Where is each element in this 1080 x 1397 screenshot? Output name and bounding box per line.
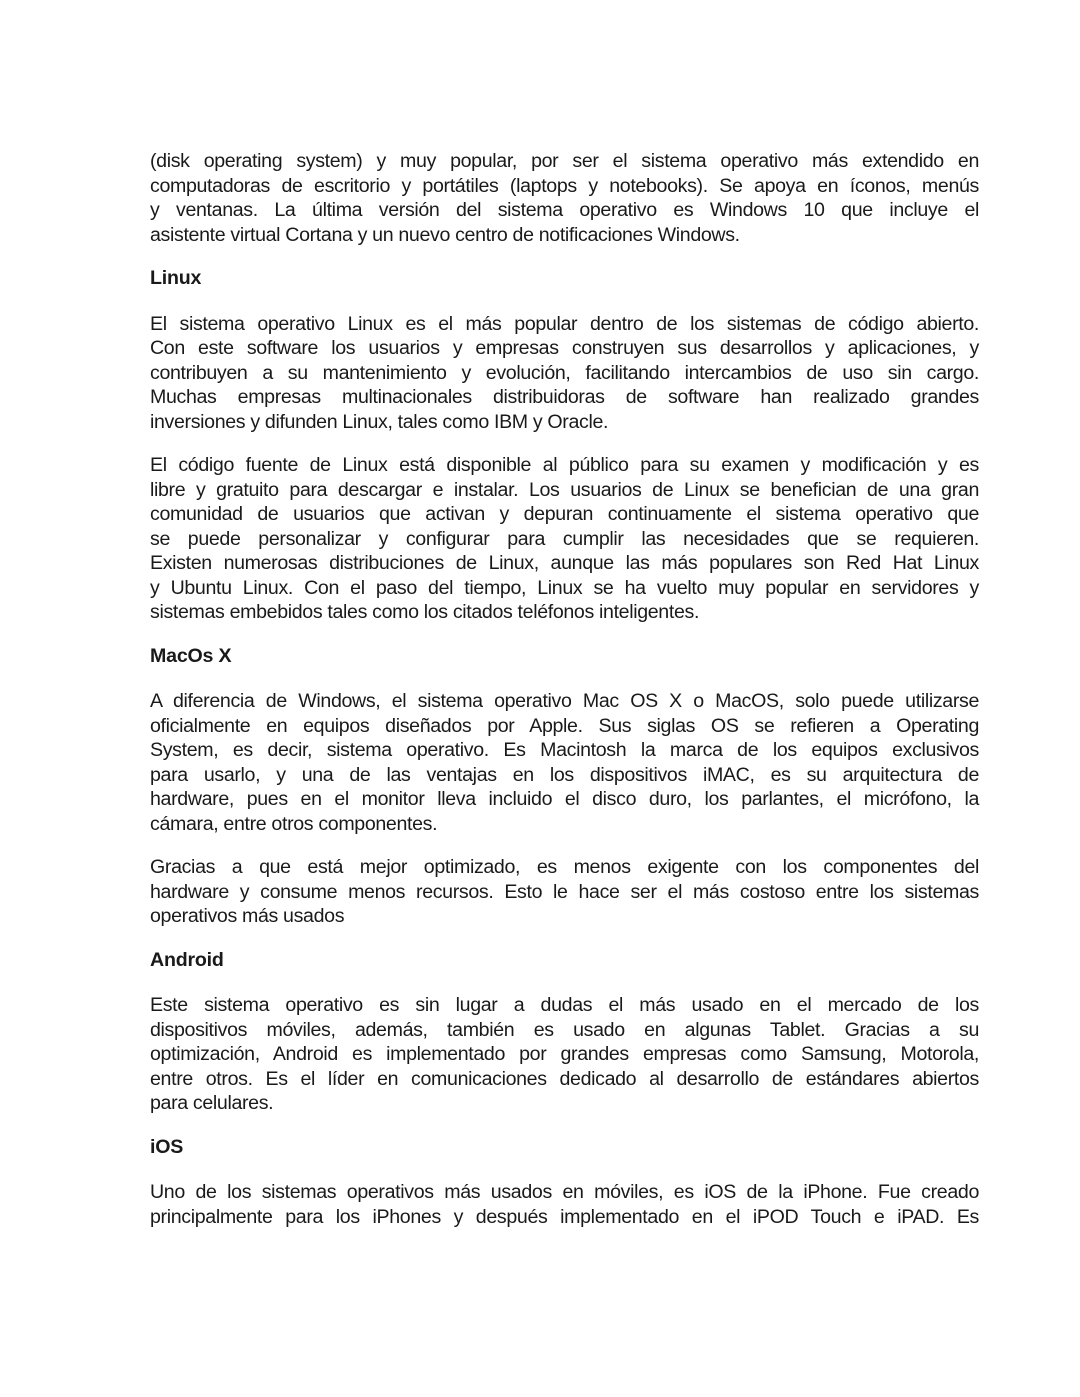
text-line: se puede personalizar y configurar para cumplir las necesidades que se requieren. — [150, 527, 979, 550]
text-line: principalmente para los iPhones y después implementado en el iPOD Touch e iPAD. Es — [150, 1205, 979, 1228]
document-page — [150, 149, 979, 1248]
text-line: hardware, pues en el monitor lleva incluido el disco duro, los parlantes, el micrófono, la — [150, 788, 979, 810]
paragraph-android — [150, 993, 979, 1116]
text-line: operativos más usados — [150, 905, 345, 927]
paragraph-macos-1 — [150, 689, 979, 836]
text-line: computadoras de escritorio y portátiles (laptops y notebooks). Se apoya en íconos, menús — [150, 174, 979, 197]
paragraph-ios — [150, 1180, 979, 1229]
text-line: inversiones y difunden Linux, tales como IBM y Oracle. — [150, 410, 609, 433]
text-line: El código fuente de Linux está disponible al público para su examen y modificación y es — [150, 454, 979, 476]
text-line: entre otros. Es el líder en comunicaciones dedicado al desarrollo de estándares abiertos — [150, 1067, 979, 1090]
text-line: sistemas embebidos tales como los citados teléfonos inteligentes. — [150, 601, 700, 623]
text-line: System, es decir, sistema operativo. Es Macintosh la marca de los equipos exclusivos — [150, 739, 979, 761]
paragraph-windows-continued — [150, 149, 979, 247]
text-line: para celulares. — [150, 1092, 274, 1114]
heading-macos: MacOs X — [150, 644, 232, 667]
paragraph-linux-2 — [150, 453, 979, 625]
text-line: comunidad de usuarios que activan y depuran continuamente el sistema operativo que — [150, 503, 979, 525]
text-line: Este sistema operativo es sin lugar a dudas el más usado en el mercado de los — [150, 994, 979, 1016]
paragraph-linux-1 — [150, 312, 979, 435]
heading-ios: iOS — [150, 1135, 184, 1158]
text-line: libre y gratuito para descargar e instalar. Los usuarios de Linux se benefician de una gran — [150, 478, 979, 501]
heading-linux: Linux — [150, 267, 202, 289]
text-line: para usarlo, y una de las ventajas en los dispositivos iMAC, es su arquitectura de — [150, 763, 979, 786]
text-line: Gracias a que está mejor optimizado, es menos exigente con los componentes del — [150, 856, 979, 878]
text-line: hardware y consume menos recursos. Esto le hace ser el más costoso entre los sistemas — [150, 880, 979, 903]
text-line: y ventanas. La última versión del sistema operativo es Windows 10 que incluye el — [150, 199, 979, 221]
text-line: (disk operating system) y muy popular, por ser el sistema operativo más extendido en — [150, 150, 979, 172]
text-line: asistente virtual Cortana y un nuevo centro de notificaciones Windows. — [150, 223, 740, 246]
text-line: El sistema operativo Linux es el más popular dentro de los sistemas de código abierto. — [150, 312, 979, 335]
text-line: Muchas empresas multinacionales distribuidoras de software han realizado grandes — [150, 386, 979, 408]
text-line: oficialmente en equipos diseñados por Apple. Sus siglas OS se refieren a Operating — [150, 714, 979, 737]
text-line: Uno de los sistemas operativos más usados en móviles, es iOS de la iPhone. Fue creado — [150, 1181, 979, 1203]
paragraph-macos-2 — [150, 855, 979, 929]
text-line: optimización, Android es implementado por grandes empresas como Samsung, Motorola, — [150, 1043, 979, 1065]
text-line: dispositivos móviles, además, también es usado en algunas Tablet. Gracias a su — [150, 1018, 979, 1041]
heading-android: Android — [150, 948, 224, 971]
text-line: Existen numerosas distribuciones de Linux, aunque las más populares son Red Hat Linux — [150, 552, 979, 574]
text-line: contribuyen a su mantenimiento y evolución, facilitando intercambios de uso sin cargo. — [150, 361, 979, 384]
text-line: Con este software los usuarios y empresas construyen sus desarrollos y aplicaciones, y — [150, 337, 979, 359]
text-line: y Ubuntu Linux. Con el paso del tiempo, Linux se ha vuelto muy popular en servidores y — [150, 576, 979, 599]
text-line: cámara, entre otros componentes. — [150, 812, 438, 835]
text-line: A diferencia de Windows, el sistema operativo Mac OS X o MacOS, solo puede utilizarse — [150, 690, 979, 712]
